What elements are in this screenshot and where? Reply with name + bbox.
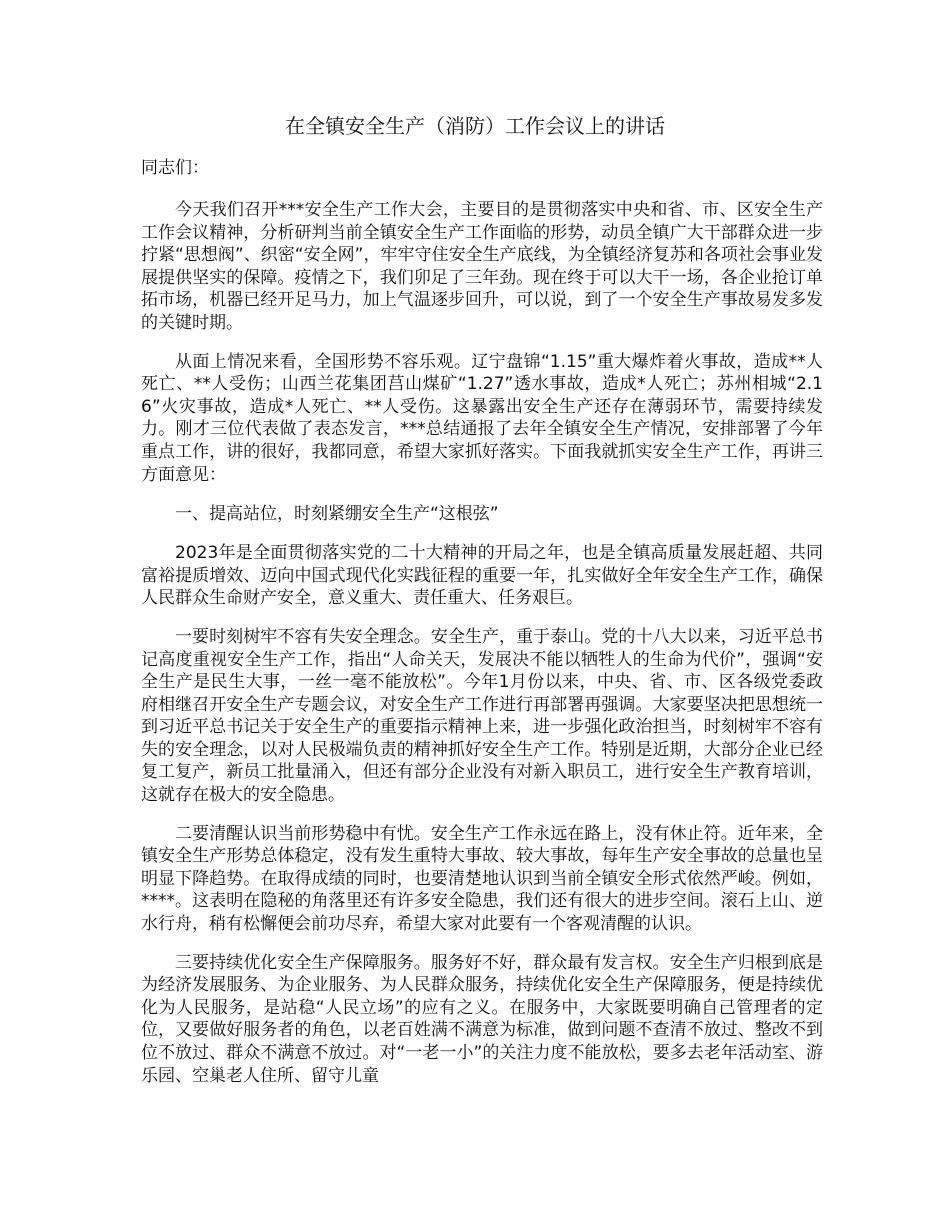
paragraph-situation: 从面上情况来看，全国形势不容乐观。辽宁盘锦“1.15”重大爆炸着火事故，造成**人死亡、**人受伤；山西兰花集团莒山煤矿“1.27”透水事故，造成*人死亡；苏州相城“2.16”火灾事故，造成*人死亡、**人受伤。这暴露出安全生产还存在薄弱环节，需要持续发力。刚才三位代表做了表态发言，***总结通报了去年全镇安全生产情况，安排部署了今年重点工作，讲的很好，我都同意，希望大家抓好落实。下面我就抓实安全生产工作，再讲三方面意见：: [141, 351, 823, 485]
paragraph-point-three: 三要持续优化安全生产保障服务。服务好不好，群众最有发言权。安全生产归根到底是为经济发展服务、为企业服务、为人民群众服务，持续优化安全生产保障服务，便是持续优化为人民服务，是站稳“人民立场”的应有之义。在服务中，大家既要明确自己管理者的定位，又要做好服务者的角色，以老百姓满不满意为标准，做到问题不查清不放过、整改不到位不放过、群众不满意不放过。对“一老一小”的关注力度不能放松，要多去老年活动室、游乐园、空巢老人住所、留守儿童: [141, 952, 823, 1086]
paragraph-2023-context: 2023年是全面贯彻落实党的二十大精神的开局之年，也是全镇高质量发展赶超、共同富裕提质增效、迈向中国式现代化实践征程的重要一年，扎实做好全年安全生产工作，确保人民群众生命财产安全，意义重大、责任重大、任务艰巨。: [141, 543, 823, 609]
speech-body: [141, 155, 823, 1103]
salutation: 同志们：: [141, 158, 209, 178]
paragraph-opening: 今天我们召开***安全生产工作大会，主要目的是贯彻落实中央和省、市、区安全生产工作会议精神，分析研判当前全镇安全生产工作面临的形势，动员全镇广大干部群众进一步拧紧“思想阀”、织密“安全网”，牢牢守住安全生产底线，为全镇经济复苏和各项社会事业发展提供坚实的保障。疫情之下，我们卯足了三年劲。现在终于可以大干一场，各企业抢订单拓市场，机器已经开足马力，加上气温逐步回升，可以说，到了一个安全生产事故易发多发的关键时期。: [141, 200, 823, 333]
paragraph-point-two: 二要清醒认识当前形势稳中有忧。安全生产工作永远在路上，没有休止符。近年来，全镇安全生产形势总体稳定，没有发生重特大事故、较大事故，每年生产安全事故的总量也呈明显下降趋势。在取得成绩的同时，也要清楚地认识到当前全镇安全形式依然严峻。例如，****。这表明在隐秘的角落里还有许多安全隐患，我们还有很大的进步空间。滚石上山、逆水行舟，稍有松懈便会前功尽弃，希望大家对此要有一个客观清醒的认识。: [141, 823, 823, 935]
section-heading: 一、提高站位，时刻紧绷安全生产“这根弦”: [175, 504, 499, 525]
paragraph-point-one: 一要时刻树牢不容有失安全理念。安全生产，重于泰山。党的十八大以来，习近平总书记高度重视安全生产工作，指出“人命关天，发展决不能以牺牲人的生命为代价”，强调“安全生产是民生大事，一丝一毫不能放松”。今年1月份以来，中央、省、市、区各级党委政府相继召开安全生产专题会议，对安全生产工作进行再部署再强调。大家要坚决把思想统一到习近平总书记关于安全生产的重要指示精神上来，进一步强化政治担当，时刻树牢不容有失的安全理念，以对人民极端负责的精神抓好安全生产工作。特别是近期，大部分企业已经复工复产，新员工批量涌入，但还有部分企业没有对新入职员工，进行安全生产教育培训，这就存在极大的安全隐患。: [141, 626, 823, 806]
page-title: 在全镇安全生产（消防）工作会议上的讲话: [285, 114, 665, 138]
